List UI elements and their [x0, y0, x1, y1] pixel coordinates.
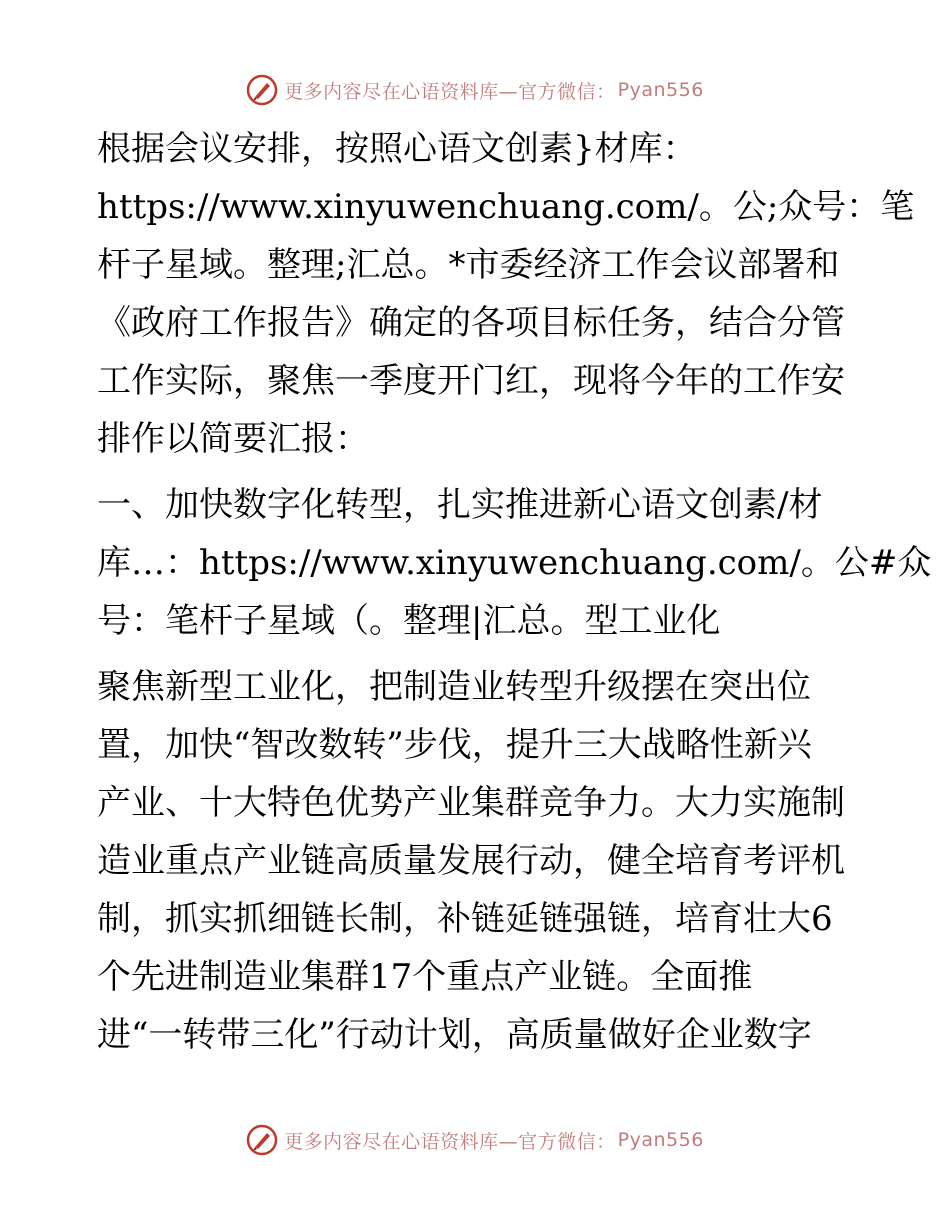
section-heading-line: 库…：https://www.xinyuwenchuang.com/。公#众	[97, 543, 932, 583]
text-line: 排作以简要汇报：	[97, 419, 369, 459]
document-body	[97, 120, 932, 1064]
header-banner	[0, 70, 950, 110]
text-line: 根据会议安排，按照心语文创素}材库：	[97, 129, 697, 169]
text-line: 聚焦新型工业化，把制造业转型升级摆在突出位	[97, 667, 811, 707]
text-line: 杆子星域。整理;汇总。*市委经济工作会议部署和	[97, 245, 840, 285]
footer-banner-text: 更多内容尽在心语资料库—官方微信：	[284, 1130, 616, 1153]
section-heading-line: 一、加快数字化转型，扎实推进新心语文创素/材	[97, 485, 823, 525]
text-line: 制，抓实抓细链长制，补链延链强链，培育壮大6	[97, 899, 833, 939]
footer-banner	[0, 1120, 950, 1160]
text-line: 《政府工作报告》确定的各项目标任务，结合分管	[97, 303, 845, 343]
text-line: 造业重点产业链高质量发展行动，健全培育考评机	[97, 841, 845, 881]
header-banner-handle: Pyan556	[617, 79, 704, 101]
section-heading-line: 号：笔杆子星域（。整理|汇总。型工业化	[97, 601, 721, 641]
header-banner-text: 更多内容尽在心语资料库—官方微信：	[284, 80, 616, 103]
footer-banner-handle: Pyan556	[617, 1129, 704, 1151]
text-line: 产业、十大特色优势产业集群竞争力。大力实施制	[97, 783, 845, 823]
text-line: https://www.xinyuwenchuang.com/。公;众号：笔	[97, 187, 915, 227]
text-line: 置，加快“智改数转”步伐，提升三大战略性新兴	[97, 725, 812, 765]
text-line: 工作实际，聚焦一季度开门红，现将今年的工作安	[97, 361, 845, 401]
quill-logo-icon	[246, 74, 278, 106]
quill-logo-icon	[246, 1124, 278, 1156]
text-line: 个先进制造业集群17个重点产业链。全面推	[97, 957, 753, 997]
text-line: 进“一转带三化”行动计划，高质量做好企业数字	[97, 1015, 812, 1055]
